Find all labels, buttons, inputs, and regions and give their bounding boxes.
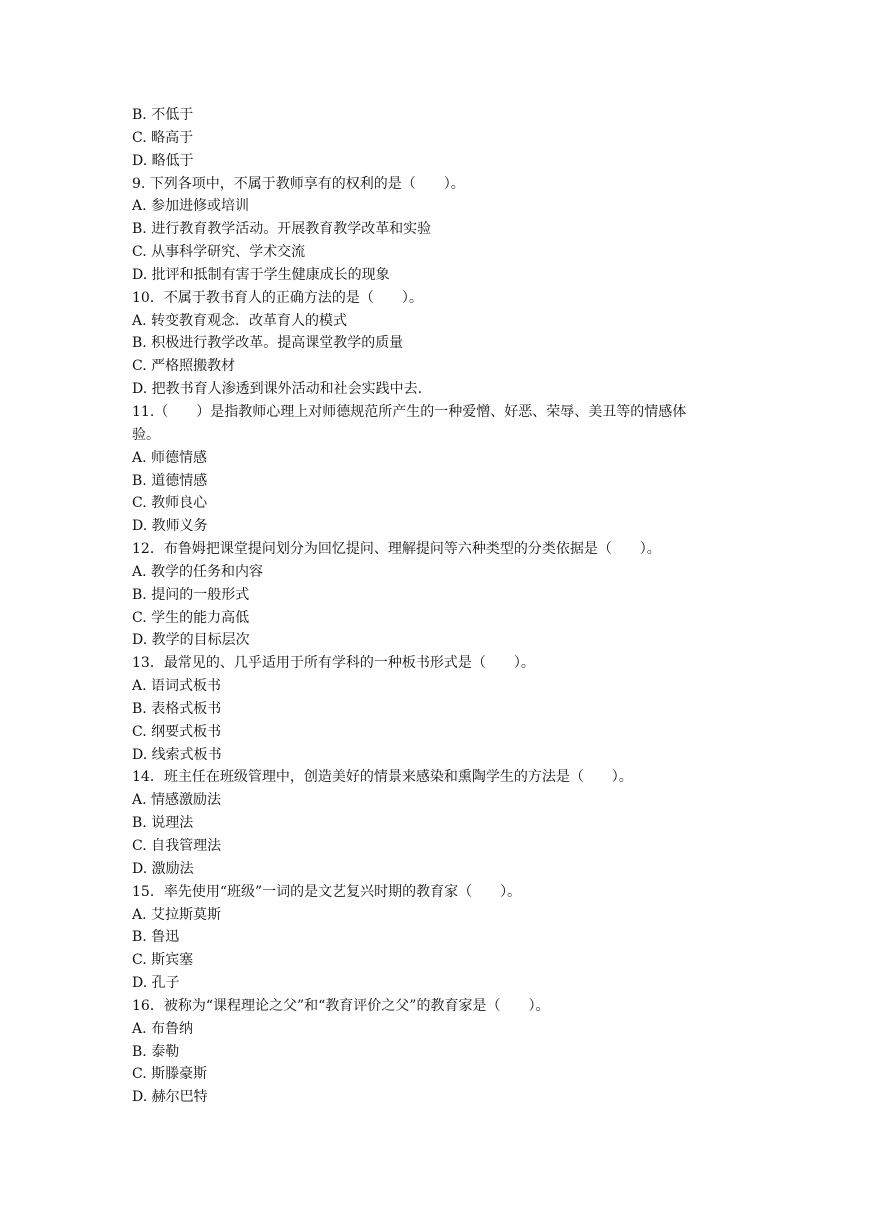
option-b-q9: B. 进行教育教学活动。开展教育教学改革和实验 (132, 221, 432, 238)
document-page (132, 104, 752, 1109)
option-d-q10: D. 把教书育人渗透到课外活动和社会实践中去. (132, 381, 423, 398)
option-d-q11: D. 教师义务 (132, 518, 208, 535)
option-a-q14: A. 情感激励法 (132, 792, 222, 809)
option-c-q10: C. 严格照搬教材 (132, 358, 236, 375)
option-d-q16: D. 赫尔巴特 (132, 1089, 208, 1106)
question-14: 14．班主任在班级管理中，创造美好的情景来感染和熏陶学生的方法是（ ）。 (132, 769, 633, 786)
question-13: 13．最常见的、几乎适用于所有学科的一种板书形式是（ ）。 (132, 655, 535, 672)
option-d-q13: D. 线索式板书 (132, 746, 222, 763)
option-d-q9: D. 批评和抵制有害于学生健康成长的现象 (132, 266, 390, 283)
question-11: 11.（ ）是指教师心理上对师德规范所产生的一种爱憎、好恶、荣辱、美丑等的情感体 (132, 403, 687, 420)
option-a-q10: A. 转变教育观念．改革育人的模式 (132, 312, 348, 329)
question-9: 9. 下列各项中，不属于教师享有的权利的是（ ）。 (132, 175, 465, 192)
question-16: 16．被称为“课程理论之父”和“教育评价之父”的教育家是（ ）。 (132, 997, 550, 1014)
option-a-q15: A. 艾拉斯莫斯 (132, 906, 222, 923)
option-d-q15: D. 孔子 (132, 975, 180, 992)
option-b-q12: B. 提问的一般形式 (132, 586, 250, 603)
option-b-q15: B. 鲁迅 (132, 929, 180, 946)
option-a-q11: A. 师德情感 (132, 449, 208, 466)
option-c-q15: C. 斯宾塞 (132, 952, 194, 969)
option-a-q12: A. 教学的任务和内容 (132, 563, 264, 580)
option-c-q16: C. 斯滕豪斯 (132, 1066, 208, 1083)
option-a-q16: A. 布鲁纳 (132, 1020, 194, 1037)
option-b-q8: B. 不低于 (132, 107, 194, 123)
question-11-continued: 验。 (132, 426, 160, 443)
option-b-q10: B. 积极进行教学改革。提高课堂教学的质量 (132, 335, 404, 352)
question-10: 10．不属于教书育人的正确方法的是（ ）。 (132, 289, 423, 306)
option-c-q8: C. 略高于 (132, 129, 194, 146)
option-d-q14: D. 激励法 (132, 860, 194, 877)
option-d-q8: D. 略低于 (132, 152, 194, 169)
option-c-q12: C. 学生的能力高低 (132, 609, 250, 626)
option-b-q14: B. 说理法 (132, 815, 194, 832)
option-c-q14: C. 自我管理法 (132, 838, 222, 854)
option-c-q11: C. 教师良心 (132, 495, 208, 512)
question-15: 15．率先使用“班级”一词的是文艺复兴时期的教育家（ ）。 (132, 883, 522, 900)
option-c-q9: C. 从事科学研究、学术交流 (132, 244, 306, 261)
question-12: 12．布鲁姆把课堂提问划分为回忆提问、理解提问等六种类型的分类依据是（ ）。 (132, 541, 661, 558)
option-c-q13: C. 纲要式板书 (132, 723, 222, 740)
option-b-q16: B. 泰勒 (132, 1043, 180, 1060)
option-a-q13: A. 语词式板书 (132, 678, 222, 695)
option-b-q11: B. 道德情感 (132, 472, 208, 489)
option-d-q12: D. 教学的目标层次 (132, 632, 250, 649)
option-b-q13: B. 表格式板书 (132, 700, 222, 717)
option-a-q9: A. 参加进修或培训 (132, 198, 250, 215)
